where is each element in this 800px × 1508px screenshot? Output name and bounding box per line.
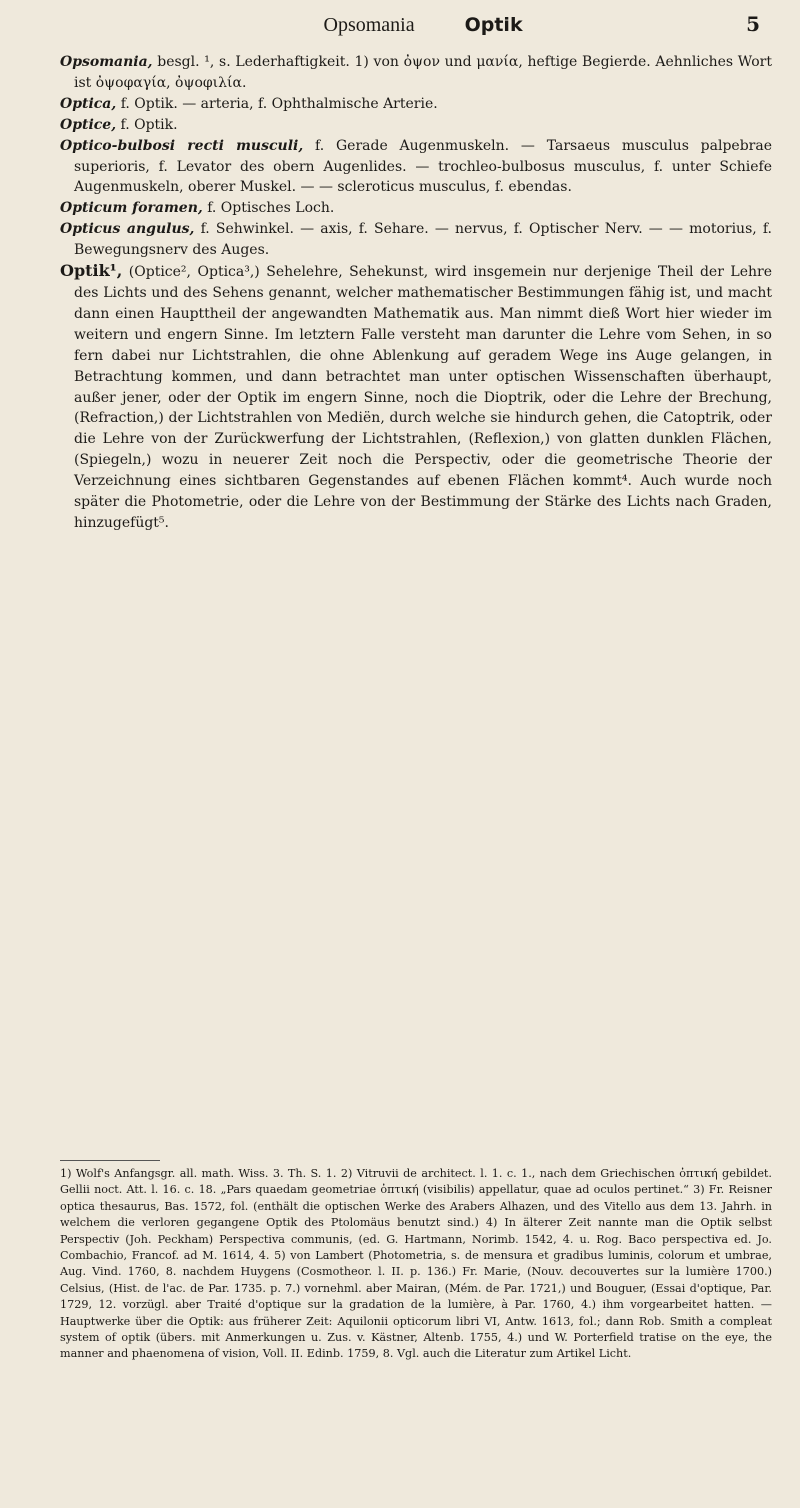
entry-term: Optico-bulbosi recti musculi, [60,137,304,154]
entry-term: Optica, [60,95,117,112]
entry-text: f. Sehwinkel. — axis, f. Sehare. — nervus, f. Optischer Nerv. — — motorius, f. Bewegungsnerv des Auges. [74,221,772,259]
entry-opticum-foramen [60,198,772,219]
page-header [40,12,760,42]
entries-column [60,52,772,534]
entry-text: besgl. ¹, s. Lederhaftigkeit. 1) von ὀψον und μανία, heftige Begierde. Aehnliches Wort ist ὀψοφαγία, ὀψοφιλία. [74,54,772,91]
entry-optica [60,94,772,115]
running-head-german: Optik [464,14,523,36]
footnotes [60,1166,772,1363]
page-number: 5 [746,12,760,36]
entry-optico-bulbosi [60,136,772,199]
entry-text: f. Optik. — arteria, f. Ophthalmische Arterie. [120,95,438,112]
entry-term: Opticus angulus, [60,221,195,238]
footnote-divider [60,1160,160,1161]
entry-text: f. Optik. [120,116,178,133]
entry-text: f. Gerade Augenmuskeln. — Tarsaeus musculus palpebrae superioris, f. Levator des obern Augenlides. — trochleo-bulbosus musculus, f. unter Schiefe Augenmuskeln, oberer Muskel. — — scleroticus musculus, f. ebendas. [74,137,773,196]
running-head-latin: Opsomania [323,14,415,36]
entry-term: Opsomania, [60,54,153,70]
entry-opticus-angulus [60,219,772,261]
entry-text: (Optice², Optica³,) Sehelehre, Sehekunst, wird insgemein nur derjenige Theil der Lehre des Lichts und des Sehens genannt, welcher mathematischer Bestimmungen fähig ist, und macht dann einen Haupttheil der angewandten Mathematik aus. Man nimmt dieß Wort hier wieder im weitern und engern Sinne. Im letztern Falle versteht man darunter die Lehre vom Sehen, in so fern dabei nur Lichtstrahlen, die ohne Ablenkung auf geradem Wege ins Auge gelangen, in Betrachtung kommen, und dann betrachtet man unter optischen Wissenschaften überhaupt, außer jener, oder der Optik im engern Sinne, noch die Dioptrik, oder die Lehre der Brechung, (Refraction,) der Lichtstrahlen von Mediën, durch welche sie hindurch gehen, die Catoptrik, oder die Lehre von der Zurückwerfung der Lichtstrahlen, (Reflexion,) von glatten dunklen Flächen, (Spiegeln,) wozu in neuerer Zeit noch die Perspectiv, oder die geometrische Theorie der Verzeichnung eines sichtbaren Gegenstandes auf ebenen Flächen kommt⁴. Auch wurde noch später die Photometrie, oder die Lehre von der Bestimmung der Stärke des Lichts nach Graden, hinzugefügt⁵. [74,264,773,531]
entry-optice [60,115,772,136]
entry-term: Opticum foramen, [60,200,203,217]
entry-optik [60,261,772,534]
entry-text: f. Optisches Loch. [207,200,335,217]
entry-opsomania [60,52,772,94]
footnote-text: 1) Wolf's Anfangsgr. all. math. Wiss. 3. Th. S. 1. 2) Vitruvii de architect. l. 1. c. 1., nach dem Griechischen ὀπτική gebildet. Gellii noct. Att. l. 16. c. 18. „Pars quaedam geometriae ὀπτική (visibilis) appellatur, quae ad oculos pertinet.“ 3) Fr. Reisner optica thesaurus, Bas. 1572, fol. (enthält die optischen Werke des Arabers Alhazen, und des Vitello aus dem 13. Jahrh. in welchem die verloren gegangene Optik des Ptolomäus benutzt sind.) 4) In älterer Zeit nannte man die Optik selbst Perspectiv (Joh. Peckham) Perspectiva communis, (ed. G. Hartmann, Norimb. 1542, 4. u. Rog. Baco perspectiva ed. Jo. Combachio, Francof. ad M. 1614, 4. 5) von Lambert (Photometria, s. de mensura et gradibus luminis, colorum et umbrae, Aug. Vind. 1760, 8. nachdem Huygens (Cosmotheor. l. II. p. 136.) Fr. Marie, (Nouv. decouvertes sur la lumière 1700.) Celsius, (Hist. de l'ac. de Par. 1735. p. 7.) vornehml. aber Mairan, (Mém. de Par. 1721,) und Bouguer, (Essai d'optique, Par. 1729, 12. vorzügl. aber Traité d'optique sur la gradation de la lumière, à Par. 1760, 4.) ihm vorgearbeitet hatten. — Hauptwerke über die Optik: aus früherer Zeit: Aquilonii opticorum libri VI, Antw. 1613, fol.; dann Rob. Smith a compleat system of optik (übers. mit Anmerkungen u. Zus. v. Kästner, Altenb. 1755, 4.) und W. Porterfield tratise on the eye, the manner and phaenomena of vision, Voll. II. Edinb. 1759, 8. Vgl. auch die Literatur zum Artikel Licht. [60,1167,772,1361]
entry-headword: Optik¹, [60,261,123,281]
entry-term: Optice, [60,116,117,133]
running-head [324,14,523,37]
